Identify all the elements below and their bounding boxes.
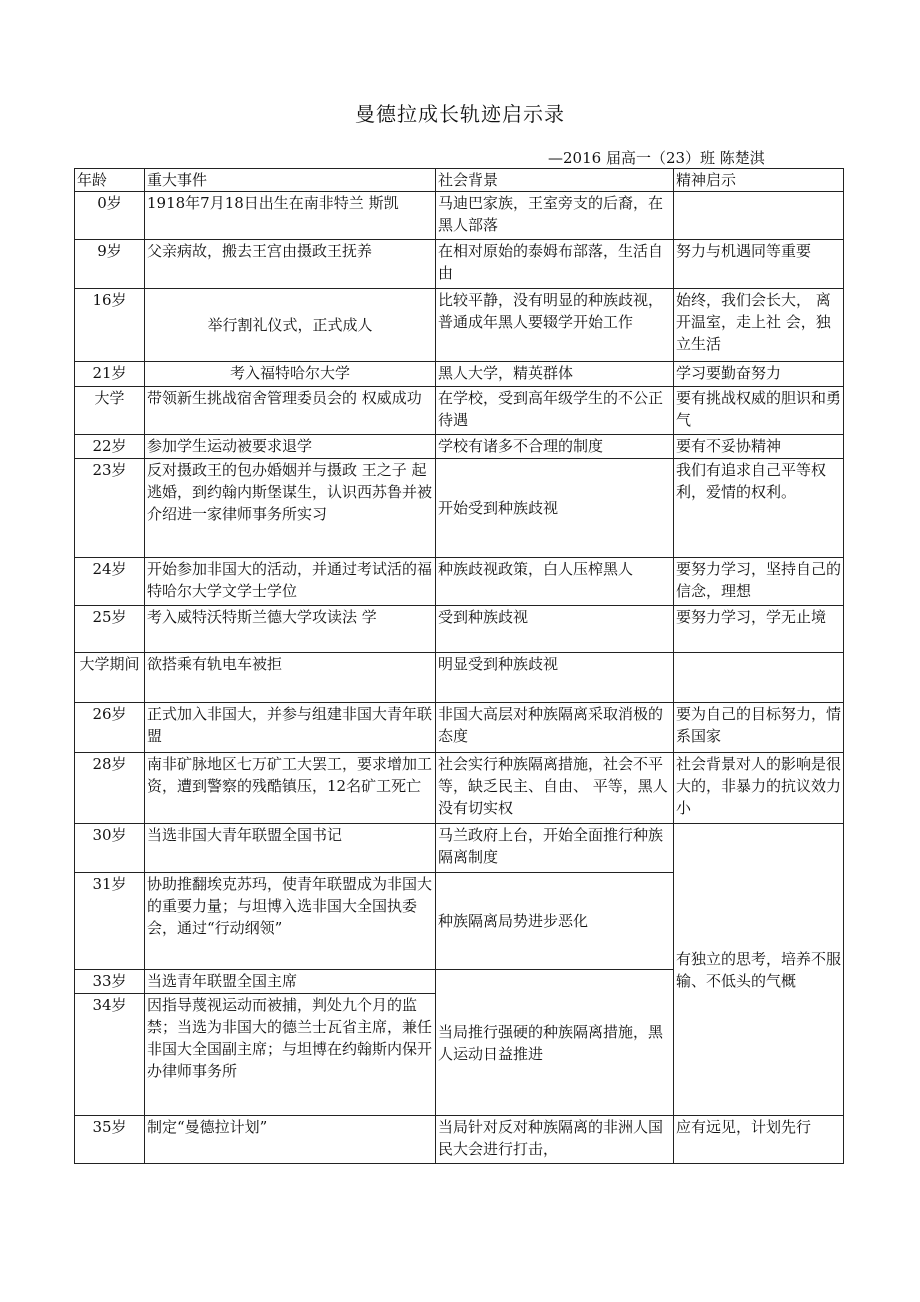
table-row (75, 653, 844, 703)
age-cell: 34岁 (75, 994, 145, 1116)
age-cell: 大学期间 (75, 653, 145, 703)
age-cell: 26岁 (75, 703, 145, 753)
insight-cell: 要有不妥协精神 (674, 435, 844, 459)
event-cell: 考入威特沃特斯兰德大学攻读法 学 (145, 606, 436, 653)
age-cell: 30岁 (75, 824, 145, 873)
age-cell: 23岁 (75, 459, 145, 558)
table-row (75, 459, 844, 558)
background-cell: 非国大高层对种族隔离采取消极的态度 (436, 703, 674, 753)
event-cell: 欲搭乘有轨电车被拒 (145, 653, 436, 703)
age-cell: 24岁 (75, 558, 145, 606)
event-cell: 南非矿脉地区七万矿工大罢工，要求增加工资，遭到警察的残酷镇压，12名矿工死亡 (145, 753, 436, 824)
insight-cell-merged: 有独立的思考，培养不服输、不低头的气概 (674, 824, 844, 1116)
background-cell: 开始受到种族歧视 (436, 459, 674, 558)
timeline-table (74, 168, 844, 1164)
table-row (75, 387, 844, 435)
table-row (75, 1116, 844, 1164)
event-cell: 带领新生挑战宿舍管理委员会的 权威成功 (145, 387, 436, 435)
background-cell: 在相对原始的泰姆布部落，生活自由 (436, 240, 674, 289)
table-row (75, 824, 844, 873)
background-cell: 受到种族歧视 (436, 606, 674, 653)
table-row (75, 753, 844, 824)
table-row (75, 362, 844, 387)
background-cell: 比较平静，没有明显的种族歧视，普通成年黑人要辍学开始工作 (436, 289, 674, 362)
event-cell: 1918年7月18日出生在南非特兰 斯凯 (145, 192, 436, 240)
background-cell: 种族歧视政策，白人压榨黑人 (436, 558, 674, 606)
age-cell: 大学 (75, 387, 145, 435)
event-cell: 协助推翻埃克苏玛，使青年联盟成为非国大的重要力量；与坦博入选非国大全国执委会，通过“行动纲领” (145, 873, 436, 970)
insight-cell (674, 653, 844, 703)
age-cell: 33岁 (75, 970, 145, 994)
event-cell: 制定“曼德拉计划” (145, 1116, 436, 1164)
insight-cell: 我们有追求自己平等权利，爱情的权利。 (674, 459, 844, 558)
header-age: 年龄 (75, 169, 145, 192)
table-row (75, 289, 844, 362)
insight-cell: 要努力学习，学无止境 (674, 606, 844, 653)
table-row (75, 703, 844, 753)
table-header-row (75, 169, 844, 192)
age-cell: 31岁 (75, 873, 145, 970)
event-cell: 正式加入非国大，并参与组建非国大青年联盟 (145, 703, 436, 753)
insight-cell: 社会背景对人的影响是很大的，非暴力的抗议效力小 (674, 753, 844, 824)
document-subtitle: —2016 届高一（23）班 陈楚淇 (548, 149, 765, 167)
background-cell: 明显受到种族歧视 (436, 653, 674, 703)
background-cell: 马迪巴家族，王室旁支的后裔，在黑人部落 (436, 192, 674, 240)
insight-cell: 始终，我们会长大， 离开温室，走上社 会，独立生活 (674, 289, 844, 362)
header-insight: 精神启示 (674, 169, 844, 192)
insight-cell: 要努力学习，坚持自己的信念，理想 (674, 558, 844, 606)
age-cell: 28岁 (75, 753, 145, 824)
background-cell: 马兰政府上台，开始全面推行种族隔离制度 (436, 824, 674, 873)
insight-cell: 学习要勤奋努力 (674, 362, 844, 387)
event-cell: 当选青年联盟全国主席 (145, 970, 436, 994)
event-cell: 因指导蔑视运动而被捕，判处九个月的监禁；当选为非国大的德兰士瓦省主席，兼任非国大全国副主席；与坦博在约翰斯内保开办律师事务所 (145, 994, 436, 1116)
document-title: 曼德拉成长轨迹启示录 (355, 102, 565, 126)
insight-cell: 应有远见，计划先行 (674, 1116, 844, 1164)
event-cell: 开始参加非国大的活动，并通过考试活的福特哈尔大学文学士学位 (145, 558, 436, 606)
event-cell: 反对摄政王的包办婚姻并与摄政 王之子 起逃婚，到约翰内斯堡谋生，认识西苏鲁并被介绍进一家律师事务所实习 (145, 459, 436, 558)
age-cell: 16岁 (75, 289, 145, 362)
background-cell: 在学校，受到高年级学生的不公正待遇 (436, 387, 674, 435)
event-cell: 当选非国大青年联盟全国书记 (145, 824, 436, 873)
event-cell: 考入福特哈尔大学 (145, 362, 436, 387)
background-cell: 社会实行种族隔离措施，社会不平等，缺乏民主、自由、 平等，黑人没有切实权 (436, 753, 674, 824)
header-background: 社会背景 (436, 169, 674, 192)
insight-cell: 努力与机遇同等重要 (674, 240, 844, 289)
background-cell: 黑人大学，精英群体 (436, 362, 674, 387)
insight-cell: 要有挑战权威的胆识和勇气 (674, 387, 844, 435)
table-row (75, 606, 844, 653)
background-cell: 学校有诸多不合理的制度 (436, 435, 674, 459)
table-row (75, 192, 844, 240)
age-cell: 9岁 (75, 240, 145, 289)
event-cell: 参加学生运动被要求退学 (145, 435, 436, 459)
age-cell: 0岁 (75, 192, 145, 240)
insight-cell: 要为自己的目标努力，情系国家 (674, 703, 844, 753)
background-cell-merged: 当局推行强硬的种族隔离措施，黑人运动日益推进 (436, 970, 674, 1116)
table-row (75, 435, 844, 459)
age-cell: 22岁 (75, 435, 145, 459)
age-cell: 25岁 (75, 606, 145, 653)
table-row (75, 558, 844, 606)
background-cell: 当局针对反对种族隔离的非洲人国民大会进行打击， (436, 1116, 674, 1164)
event-cell: 举行割礼仪式，正式成人 (145, 289, 436, 362)
event-cell: 父亲病故，搬去王宫由摄政王抚养 (145, 240, 436, 289)
table-row (75, 240, 844, 289)
age-cell: 35岁 (75, 1116, 145, 1164)
header-event: 重大事件 (145, 169, 436, 192)
insight-cell (674, 192, 844, 240)
background-cell: 种族隔离局势进步恶化 (436, 873, 674, 970)
age-cell: 21岁 (75, 362, 145, 387)
